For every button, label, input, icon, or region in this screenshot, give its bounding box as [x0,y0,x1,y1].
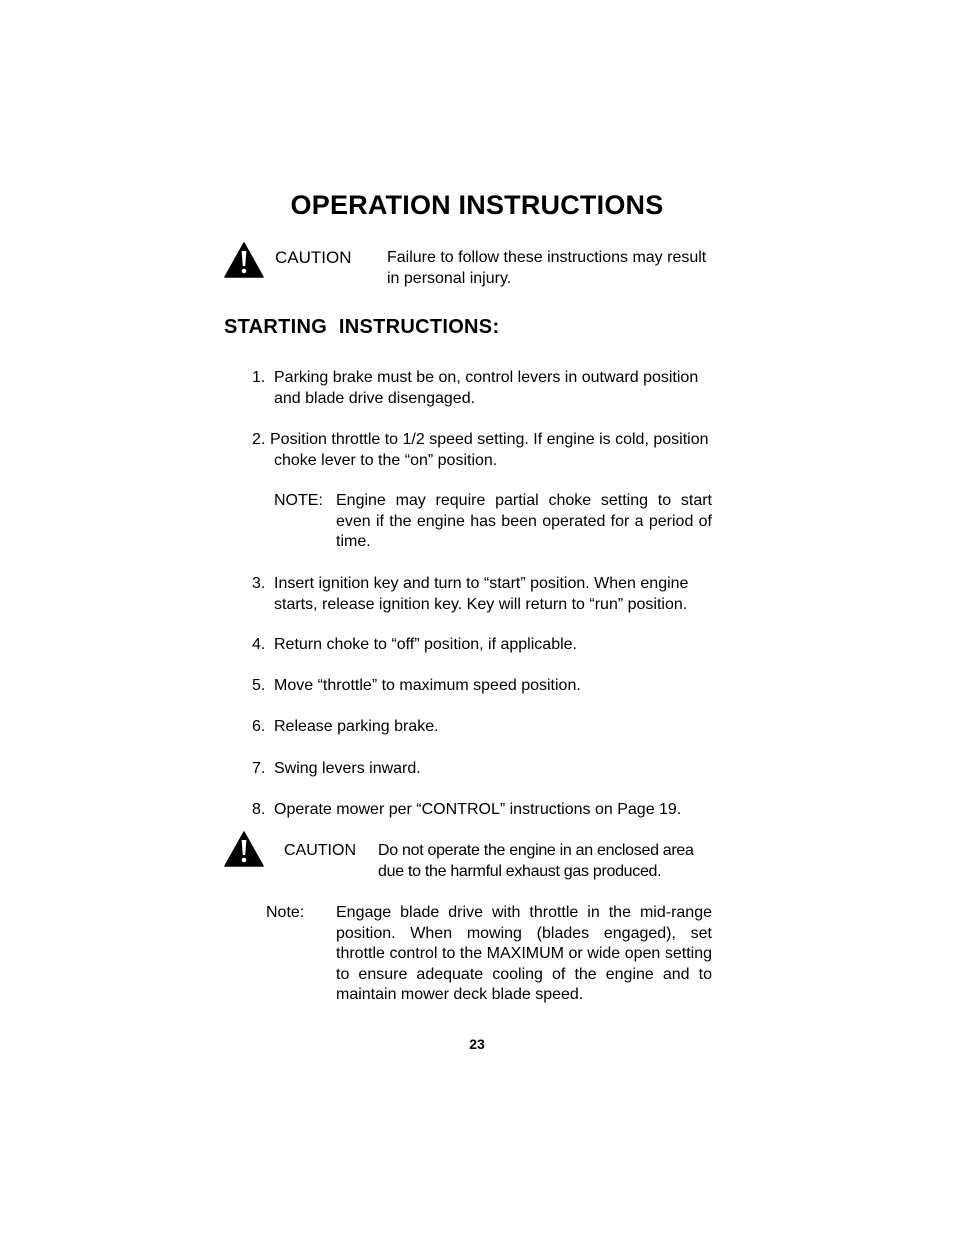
page-title: OPERATION INSTRUCTIONS [290,190,664,220]
warning-triangle-icon [224,831,264,867]
list-item-5: 5. Move “throttle” to maximum speed position. [252,677,581,694]
list-item-2: 2. Position throttle to 1/2 speed setting. If engine is cold, position choke lever to the “on” position. [252,431,709,469]
list-item-1: 1. Parking brake must be on, control levers in outward position and blade drive disengaged. [252,369,699,407]
note-text: Engage blade drive with throttle in the mid-range position. When mowing (blades engaged), set throttle control to the MAXIMUM or wide open setting to ensure adequate cooling of the engine and to maintain mower deck blade speed. [336,904,712,1003]
note-text: Engine may require partial choke setting to start even if the engine has been operated for a period of time. [336,492,712,550]
caution-label: CAUTION [275,248,352,267]
list-item-4: 4. Return choke to “off” position, if applicable. [252,636,577,653]
caution-text: Failure to follow these instructions may result in personal injury. [387,249,707,287]
warning-triangle-icon [224,242,264,278]
section-heading: STARTING INSTRUCTIONS: [224,316,500,338]
page-number: 23 [469,1036,485,1052]
caution-label: CAUTION [284,842,356,859]
list-item-3: 3. Insert ignition key and turn to “start” position. When engine starts, release ignition key. Key will return to “run” position. [252,575,689,613]
caution-text: Do not operate the engine in an enclosed area due to the harmful exhaust gas produced. [378,842,694,880]
list-item-6: 6. Release parking brake. [252,718,439,735]
note-label: NOTE: [274,492,323,509]
list-item-7: 7. Swing levers inward. [252,760,421,777]
note-label: Note: [266,904,305,921]
list-item-8: 8. Operate mower per “CONTROL” instructions on Page 19. [252,801,682,818]
